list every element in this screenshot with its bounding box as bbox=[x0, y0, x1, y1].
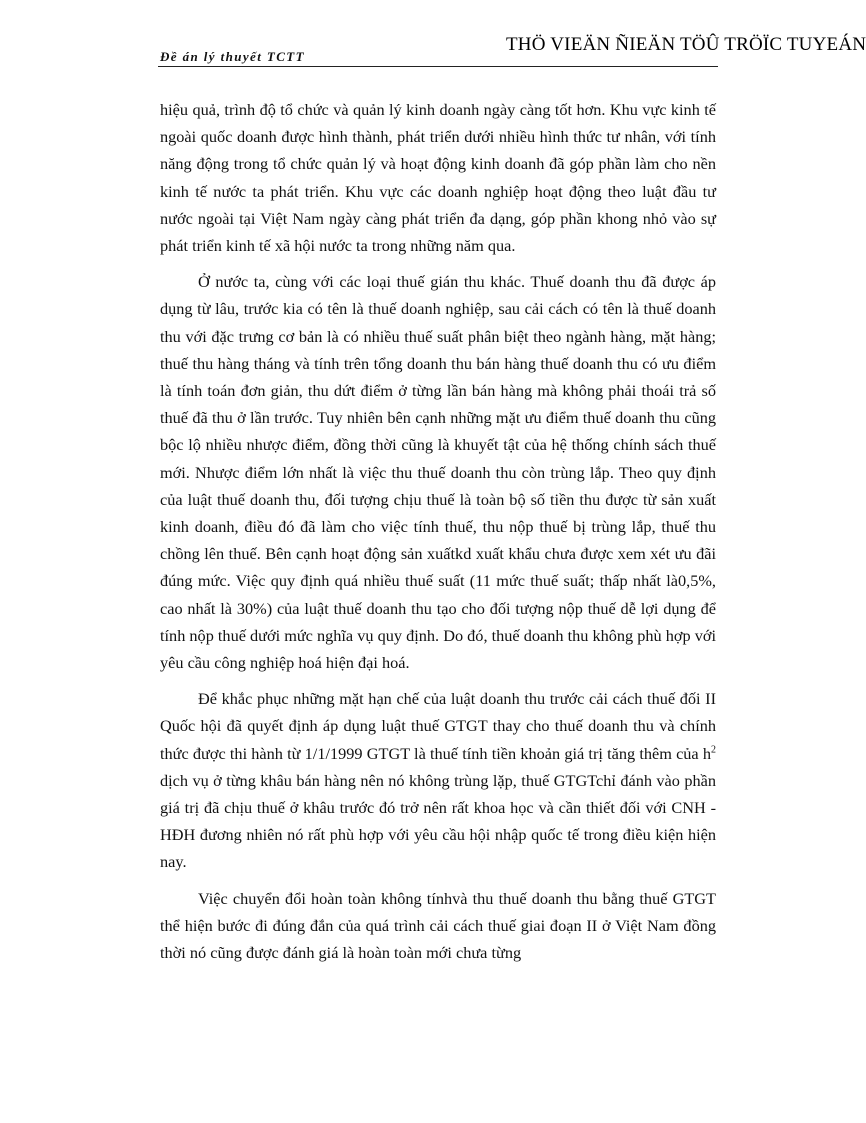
paragraph-4: Việc chuyển đổi hoàn toàn không tínhvà thu thuế doanh thu bằng thuế GTGT thể hiện bước đi đúng đắn của quá trình cải cách thuế giai đoạn II ở Việt Nam đồng thời nó cũng được đánh giá là hoàn toàn mới chưa từng bbox=[160, 888, 716, 963]
paragraph-1: hiệu quả, trình độ tổ chức và quản lý kinh doanh ngày càng tốt hơn. Khu vực kinh tế ngoài quốc doanh được hình thành, phát triển dưới nhiều hình thức tư nhân, với tính năng động trong tổ chức quản lý và hoạt động kinh doanh đã góp phần làm cho nền kinh tế nước ta phát triển. Khu vực các doanh nghiệp hoạt động theo luật đầu tư nước ngoài tại Việt Nam ngày càng phát triển đa dạng, góp phần khong nhỏ vào sự phát triển kinh tế xã hội nước ta trong những năm qua. bbox=[160, 100, 716, 256]
paragraph-2: Ở nước ta, cùng với các loại thuế gián thu khác. Thuế doanh thu đã được áp dụng từ lâu, trước kia có tên là thuế doanh nghiệp, sau cải cách có tên là thuế doanh thu với đặc trưng cơ bản là có nhiều thuế suất phân biệt theo ngành hàng, mặt hàng; thuế thu hàng tháng và tính trên tổng doanh thu bán hàng thuế doanh thu có ưu điểm là tính toán đơn giản, thu dứt điểm ở từng lần bán hàng mà không phải thoái trả số thuế đã thu ở lần trước. Tuy nhiên bên cạnh những mặt ưu điểm thuế doanh thu cũng bộc lộ nhiều nhược điểm, đồng thời cũng là khuyết tật của hệ thống chính sách thuế mới. Nhược điểm lớn nhất là việc thu thuế doanh thu còn trùng lắp. Theo quy định của luật thuế doanh thu, đối tượng chịu thuế là toàn bộ số tiền thu được từ sản xuất kinh doanh, điều đó đã làm cho việc tính thuế, thu nộp thuế bị trùng lắp, thuế thu chồng lên thuế. Bên cạnh hoạt động sản xuấtkd xuất khẩu chưa được xem xét ưu đãi đúng mức. Việc quy định quá nhiều thuế suất (11 mức thuế suất; thấp nhất là0,5%, cao nhất là 30%) của luật thuế doanh thu tạo cho đối tượng nộp thuế dễ lợi dụng để tính nộp thuế dưới mức nghĩa vụ quy định. Do đó, thuế doanh thu không phù hợp với yêu cầu công nghiệp hoá hiện đại hoá. bbox=[160, 272, 716, 673]
paragraph-3-text-a: Để khắc phục những mặt hạn chế của luật doanh thu trước cải cách thuế đối II Quốc hội đã quyết định áp dụng luật thuế GTGT thay cho thuế doanh thu và chính thức được thi hành từ 1/1/1999 GTGT là thuế tính tiền khoản giá trị tăng thêm của h bbox=[160, 689, 716, 763]
running-header-title: Đề án lý thuyết TCTT bbox=[160, 49, 305, 64]
paragraph-3 bbox=[160, 685, 716, 875]
document-body bbox=[160, 96, 716, 975]
library-watermark-header: THÖ VIEÄN ÑIEÄN TÖÛ TRÖÏC TUYEÁN bbox=[506, 34, 866, 55]
header-divider bbox=[158, 66, 718, 67]
paragraph-3-text-b: dịch vụ ở từng khâu bán hàng nên nó không trùng lặp, thuế GTGTchỉ đánh vào phần giá trị đã chịu thuế ở khâu trước đó trở nên rất khoa học và cần thiết đối với CNH - HĐH đương nhiên nó rất phù hợp với yêu cầu hội nhập quốc tế trong điều kiện hiện nay. bbox=[160, 770, 716, 872]
superscript: 2 bbox=[711, 744, 716, 756]
